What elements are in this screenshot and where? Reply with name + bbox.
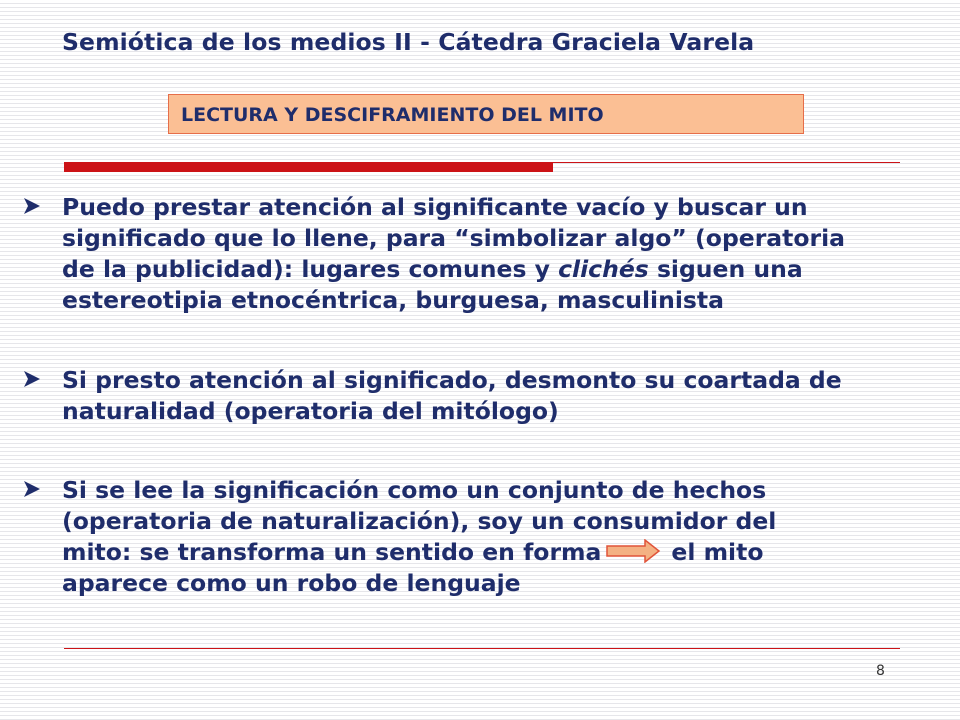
bullet-1-line-2: significado que lo llene, para “simbolizar algo” (operatoria <box>62 224 846 252</box>
bullet-1-line-4: estereotipia etnocéntrica, burguesa, masculinista <box>62 286 724 314</box>
page-number: 8 <box>876 663 885 679</box>
arrowhead-bullet-icon <box>22 369 42 389</box>
bullet-2-text <box>62 365 952 427</box>
header-divider-bar <box>64 163 553 172</box>
arrowhead-bullet-icon <box>22 196 42 216</box>
bullet-3-text <box>62 475 952 599</box>
bullet-2-line-1: Si presto atención al significado, desmonto su coartada de <box>62 366 842 394</box>
bullet-3-line-3 <box>62 537 952 568</box>
bullet-1-text <box>62 192 952 316</box>
bullet-3-line-1: Si se lee la significación como un conjunto de hechos <box>62 476 767 504</box>
bullet-1-line-3-a: de la publicidad): lugares comunes y <box>62 255 559 283</box>
bullet-3-line-4: aparece como un robo de lenguaje <box>62 569 521 597</box>
arrowhead-bullet-icon <box>22 479 42 499</box>
bullet-1-line-3-b: siguen una <box>648 255 803 283</box>
bullet-3-line-3-b: el mito <box>671 538 764 566</box>
bullet-1-line-1: Puedo prestar atención al significante vacío y buscar un <box>62 193 808 221</box>
bullet-1-line-3 <box>62 254 952 285</box>
bullet-2-line-2: naturalidad (operatoria del mitólogo) <box>62 397 559 425</box>
subtitle-text: LECTURA Y DESCIFRAMIENTO DEL MITO <box>181 104 604 126</box>
subtitle-box <box>168 94 804 134</box>
slide-title: Semiótica de los medios II - Cátedra Graciela Varela <box>62 28 755 56</box>
bullet-3-line-2: (operatoria de naturalización), soy un consumidor del <box>62 507 777 535</box>
bullet-3-line-3-a: mito: se transforma un sentido en forma <box>62 538 602 566</box>
bullet-1-line-3-italic: clichés <box>558 255 649 283</box>
right-arrow-icon <box>605 539 661 563</box>
footer-divider-line <box>64 648 900 649</box>
